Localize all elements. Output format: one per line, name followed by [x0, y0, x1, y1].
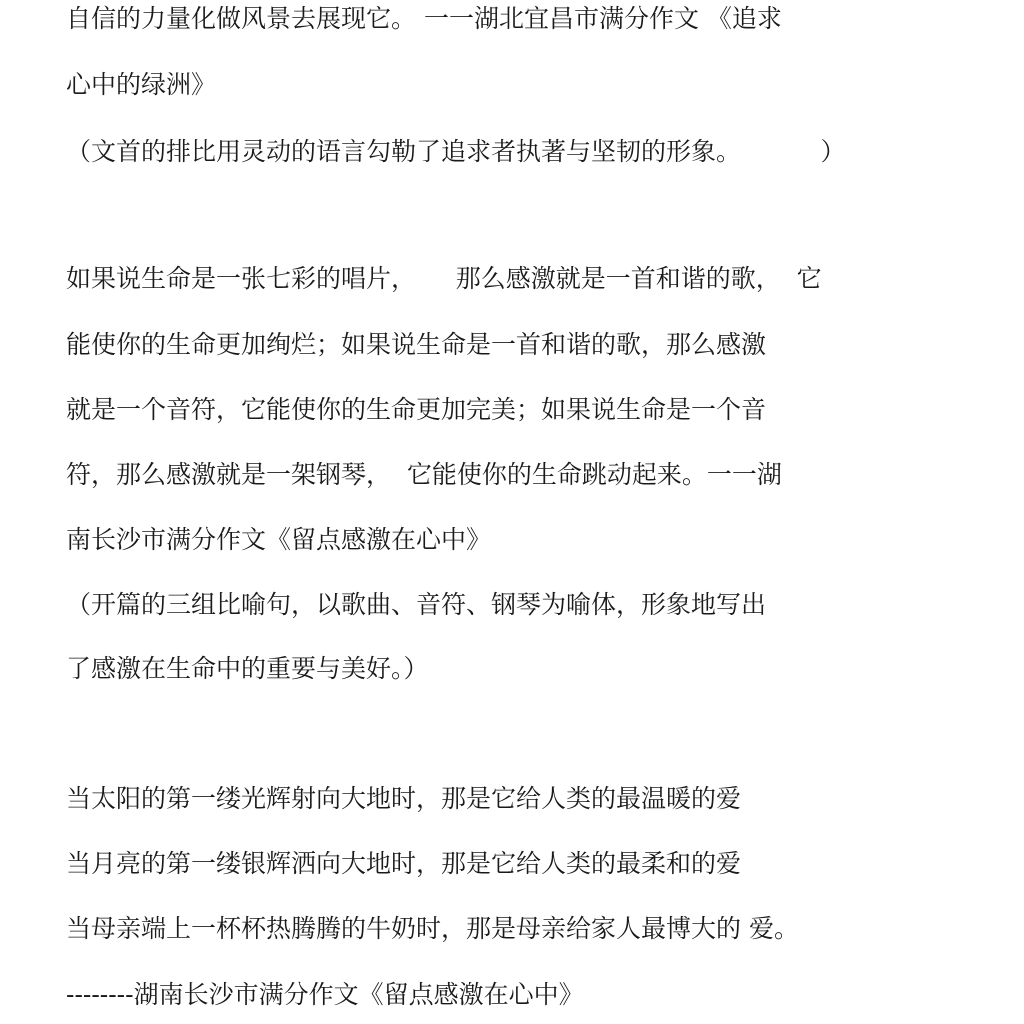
- text-line: 心中的绿洲》: [66, 70, 217, 99]
- text-line: --------湖南长沙市满分作文《留点感激在心中》: [66, 980, 584, 1009]
- text-line: 当母亲端上一杯杯热腾腾的牛奶时，那是母亲给家人最博大的 爱。: [66, 914, 799, 943]
- text-line: 符，那么感激就是一架钢琴， 它能使你的生命跳动起来。一一湖: [66, 460, 782, 489]
- text-line: 当月亮的第一缕银辉洒向大地时，那是它给人类的最柔和的爱: [66, 849, 742, 878]
- text-line: 如果说生命是一张七彩的唱片， 那么感激就是一首和谐的歌， 它: [66, 264, 822, 293]
- text-line: 就是一个音符，它能使你的生命更加完美；如果说生命是一个音: [66, 395, 767, 424]
- text-line: 当太阳的第一缕光辉射向大地时，那是它给人类的最温暖的爱: [66, 784, 742, 813]
- text-line: 了感激在生命中的重要与美好。）: [66, 654, 429, 683]
- text-line: （文首的排比用灵动的语言勾勒了追求者执著与坚韧的形象。 ）: [66, 137, 846, 166]
- text-line: （开篇的三组比喻句，以歌曲、音符、钢琴为喻体，形象地写出: [66, 590, 767, 619]
- text-line: 自信的力量化做风景去展现它。 一一湖北宜昌市满分作文 《追求: [66, 4, 782, 33]
- text-line: 能使你的生命更加绚烂；如果说生命是一首和谐的歌，那么感激: [66, 330, 767, 359]
- text-line: 南长沙市满分作文《留点感激在心中》: [66, 525, 492, 554]
